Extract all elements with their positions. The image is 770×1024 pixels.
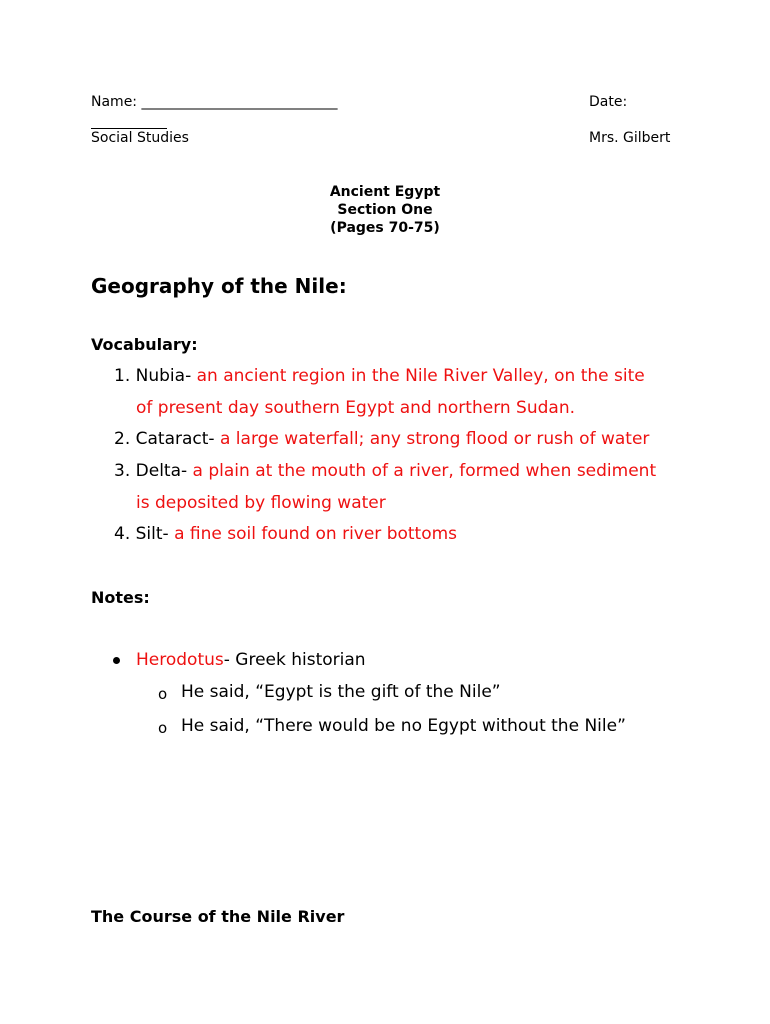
title-line-3: (Pages 70-75) [330, 220, 440, 236]
nile-course-heading: The Course of the Nile River [91, 907, 345, 926]
vocab-term: Nubia- [135, 366, 192, 386]
blank-underline [91, 128, 167, 129]
vocab-number: 2. [114, 429, 131, 449]
vocab-number: 4. [114, 524, 131, 544]
bullet-icon [113, 657, 120, 664]
title-line-1: Ancient Egypt [329, 184, 441, 200]
vocab-term: Cataract- [135, 429, 215, 449]
vocab-term: Delta- [135, 461, 188, 481]
vocabulary-heading: Vocabulary: [91, 335, 198, 354]
vocab-definition: a fine soil found on river bottoms [174, 524, 458, 544]
date-field-label: Date: [589, 94, 628, 110]
note-bullet [136, 650, 366, 670]
vocab-number: 3. [114, 461, 131, 481]
vocab-item [114, 461, 656, 481]
document-title [0, 183, 770, 237]
note-person-name: Herodotus [136, 650, 224, 670]
vocab-term: Silt- [135, 524, 169, 544]
vocab-item [114, 524, 457, 544]
sub-bullet-icon: o [158, 685, 168, 703]
vocab-item [114, 366, 645, 386]
vocab-definition: an ancient region in the Nile River Valley, on the site [196, 366, 645, 386]
name-field-label: Name: ____________________________ [91, 94, 338, 110]
section-heading: Geography of the Nile: [91, 274, 347, 298]
vocab-number: 1. [114, 366, 131, 386]
title-line-2: Section One [337, 202, 433, 218]
vocab-item [114, 429, 649, 449]
teacher-label: Mrs. Gilbert [589, 130, 671, 146]
sub-bullet-icon: o [158, 719, 168, 737]
note-subpoint: He said, “There would be no Egypt without the Nile” [181, 716, 626, 736]
vocab-definition-continued: of present day southern Egypt and northern Sudan. [136, 398, 576, 418]
note-subpoint: He said, “Egypt is the gift of the Nile” [181, 682, 501, 702]
subject-label: Social Studies [91, 130, 189, 146]
vocab-definition-continued: is deposited by flowing water [136, 493, 386, 513]
vocab-definition: a large waterfall; any strong flood or rush of water [219, 429, 650, 449]
vocab-definition: a plain at the mouth of a river, formed when sediment [192, 461, 657, 481]
note-description: - Greek historian [223, 650, 366, 670]
notes-heading: Notes: [91, 588, 150, 607]
